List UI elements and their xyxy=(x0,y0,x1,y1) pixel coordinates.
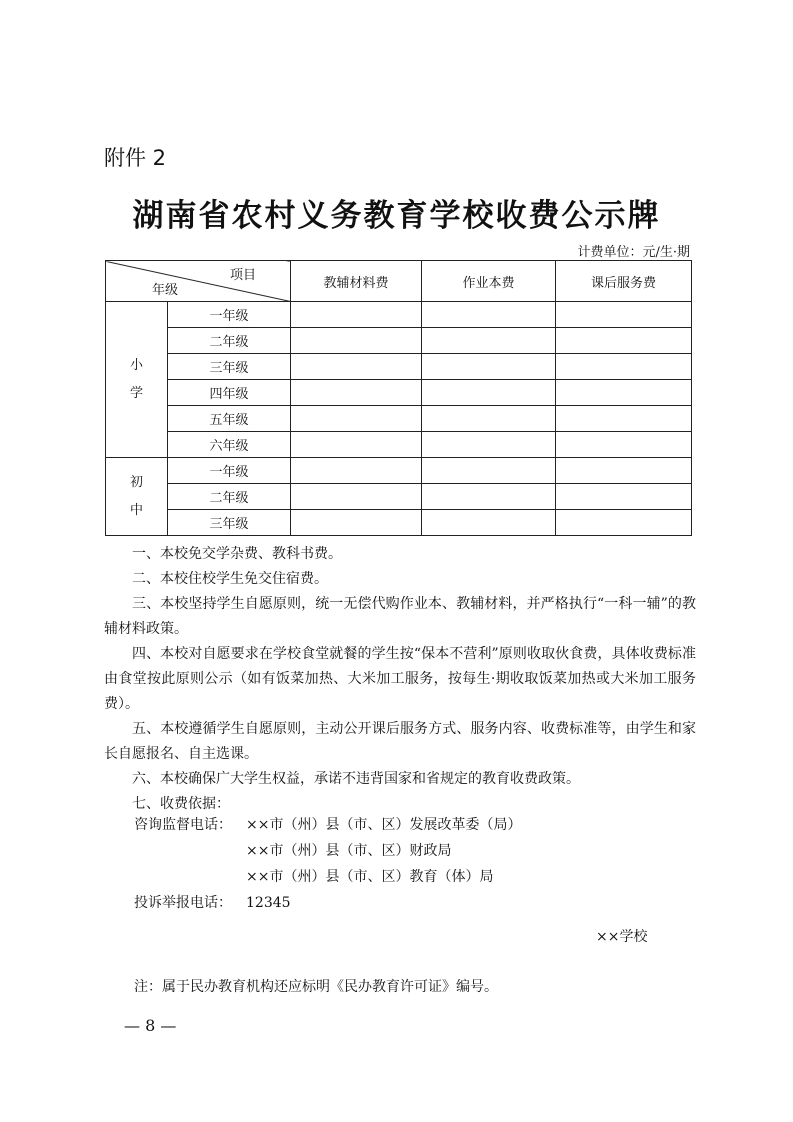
corner-cell xyxy=(106,261,291,302)
grade-cell: 二年级 xyxy=(168,484,291,510)
table-row xyxy=(106,484,692,510)
fee-cell xyxy=(556,432,692,458)
grade-cell: 五年级 xyxy=(168,406,291,432)
fee-cell xyxy=(422,302,556,328)
note-item: 七、收费依据： xyxy=(132,796,230,812)
consult-line-3: ××市（州）县（市、区）教育（体）局 xyxy=(246,869,494,885)
table-header-row xyxy=(106,261,692,302)
fee-cell xyxy=(422,354,556,380)
fee-cell xyxy=(422,432,556,458)
note-item: 四、本校对自愿要求在学校食堂就餐的学生按“保本不营利”原则收取伙食费，具体收费标准由食堂按此原则公示（如有饭菜加热、大米加工服务，按每生·期收取饭菜加热或大米加工服务费）。 xyxy=(104,646,696,712)
unit-note: 计费单位：元/生·期 xyxy=(577,245,690,260)
fee-cell xyxy=(291,510,422,536)
fee-cell xyxy=(422,484,556,510)
primary-label-1: 小 xyxy=(129,357,143,373)
page-title: 湖南省农村义务教育学校收费公示牌 xyxy=(132,198,661,234)
table-row xyxy=(106,458,692,484)
grade-cell: 三年级 xyxy=(168,354,291,380)
middle-label-1: 初 xyxy=(129,474,143,490)
school-signature: ××学校 xyxy=(596,929,648,945)
notes-section xyxy=(104,542,696,817)
note-item: 一、本校免交学杂费、教科书费。 xyxy=(132,546,342,562)
fee-cell xyxy=(556,458,692,484)
fee-cell xyxy=(556,302,692,328)
fee-cell xyxy=(556,380,692,406)
complaint-label: 投诉举报电话： xyxy=(134,895,232,911)
fee-cell xyxy=(291,354,422,380)
fee-table xyxy=(105,260,692,536)
contact-row xyxy=(134,838,521,864)
header-workbook: 作业本费 xyxy=(422,261,556,302)
fee-cell xyxy=(422,380,556,406)
fee-cell xyxy=(291,432,422,458)
fee-cell xyxy=(291,302,422,328)
grade-cell: 三年级 xyxy=(168,510,291,536)
fee-cell xyxy=(291,406,422,432)
contact-row xyxy=(134,812,521,838)
consult-label: 咨询监督电话： xyxy=(134,817,232,833)
fee-cell xyxy=(291,328,422,354)
corner-item-label: 项目 xyxy=(229,268,256,283)
contact-row xyxy=(134,864,521,890)
note-item: 五、本校遵循学生自愿原则，主动公开课后服务方式、服务内容、收费标准等，由学生和家长自愿报名、自主选课。 xyxy=(104,721,696,762)
fee-cell xyxy=(291,484,422,510)
table-row xyxy=(106,354,692,380)
fee-cell xyxy=(291,458,422,484)
consult-line-1: ××市（州）县（市、区）发展改革委（局） xyxy=(246,817,522,833)
fee-cell xyxy=(556,484,692,510)
note-item: 二、本校住校学生免交住宿费。 xyxy=(132,571,328,587)
table-row xyxy=(106,328,692,354)
fee-cell xyxy=(556,328,692,354)
note-item: 六、本校确保广大学生权益，承诺不违背国家和省规定的教育收费政策。 xyxy=(132,771,580,787)
grade-cell: 二年级 xyxy=(168,328,291,354)
middle-label-2: 中 xyxy=(129,502,143,518)
middle-school-cell xyxy=(106,458,168,536)
table-row xyxy=(106,510,692,536)
header-after-school: 课后服务费 xyxy=(556,261,692,302)
table-row xyxy=(106,380,692,406)
attachment-label: 附件 2 xyxy=(104,146,167,170)
footnote: 注：属于民办教育机构还应标明《民办教育许可证》编号。 xyxy=(134,979,498,995)
grade-cell: 一年级 xyxy=(168,302,291,328)
fee-cell xyxy=(422,458,556,484)
fee-cell xyxy=(422,510,556,536)
fee-cell xyxy=(556,510,692,536)
corner-grade-label: 年级 xyxy=(152,283,179,298)
table-row xyxy=(106,432,692,458)
fee-cell xyxy=(556,406,692,432)
primary-label-2: 学 xyxy=(129,385,143,401)
table-row xyxy=(106,406,692,432)
grade-cell: 四年级 xyxy=(168,380,291,406)
fee-cell xyxy=(422,406,556,432)
fee-cell xyxy=(556,354,692,380)
grade-cell: 一年级 xyxy=(168,458,291,484)
complaint-number: 12345 xyxy=(246,895,291,911)
contact-section xyxy=(134,812,521,916)
table-row xyxy=(106,302,692,328)
grade-cell: 六年级 xyxy=(168,432,291,458)
consult-line-2: ××市（州）县（市、区）财政局 xyxy=(246,843,452,859)
header-teaching-materials: 教辅材料费 xyxy=(291,261,422,302)
page-number: — 8 — xyxy=(124,1016,177,1035)
note-item: 三、本校坚持学生自愿原则，统一无偿代购作业本、教辅材料，并严格执行“一科一辅”的教辅材料政策。 xyxy=(104,596,696,637)
fee-cell xyxy=(291,380,422,406)
fee-cell xyxy=(422,328,556,354)
primary-school-cell xyxy=(106,302,168,458)
contact-row xyxy=(134,890,521,916)
